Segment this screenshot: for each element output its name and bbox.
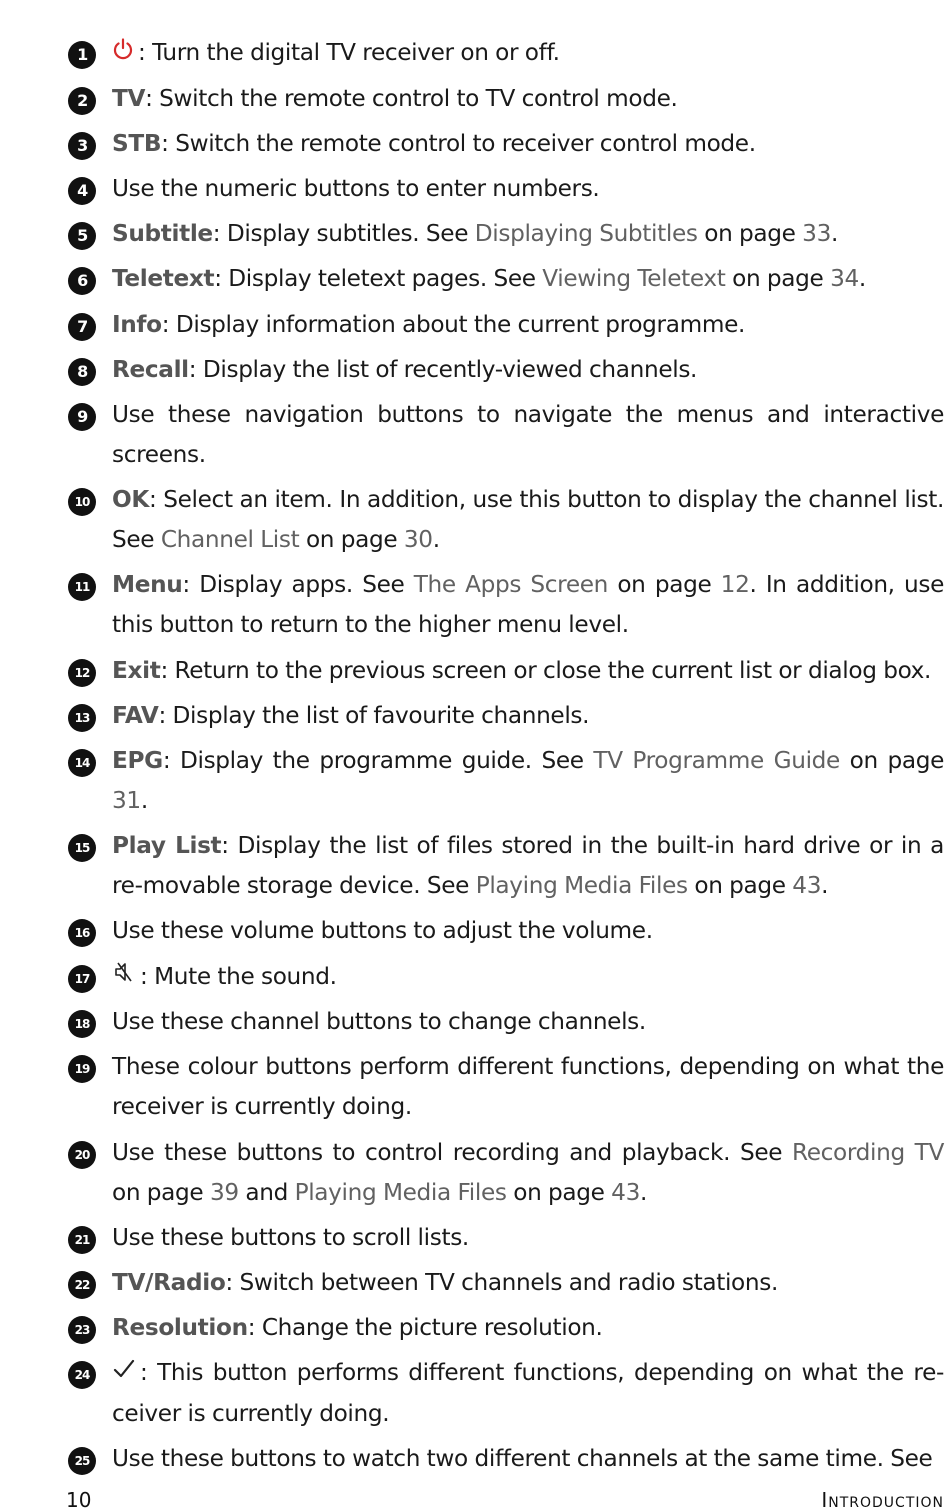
cross-reference-link[interactable]: Recording TV xyxy=(792,1138,944,1166)
button-name: Info xyxy=(112,310,162,338)
cross-reference-link[interactable]: Channel List xyxy=(160,526,300,554)
item-description xyxy=(112,124,944,164)
page-reference-link[interactable]: 43 xyxy=(792,872,822,900)
description-text: . xyxy=(830,220,839,248)
legend-item xyxy=(68,1133,944,1213)
item-number-badge: 16 xyxy=(68,919,96,947)
description-text: on page xyxy=(608,571,721,599)
page-number: 10 xyxy=(66,1488,92,1512)
item-number-badge: 2 xyxy=(68,87,96,115)
cross-reference-link[interactable]: Playing Media Files xyxy=(294,1178,507,1206)
description-text: on page xyxy=(687,872,793,900)
item-description xyxy=(112,1439,944,1479)
description-text: : Display teletext pages. See xyxy=(214,265,543,293)
item-number-badge: 22 xyxy=(68,1271,96,1299)
item-number-badge: 7 xyxy=(68,313,96,341)
item-description xyxy=(112,214,944,254)
description-text: : Return to the previous screen or close the current list or dialog box. xyxy=(160,656,932,684)
item-number-badge: 20 xyxy=(68,1141,96,1169)
description-text: : Display the list of recently-viewed channels. xyxy=(188,355,698,383)
item-number-badge: 6 xyxy=(68,267,96,295)
checkmark-icon xyxy=(112,1354,136,1394)
legend-item xyxy=(68,1353,944,1434)
page-reference-link[interactable]: 31 xyxy=(112,786,141,814)
description-text: . xyxy=(858,265,866,293)
description-text: : Display the list of favourite channels. xyxy=(158,701,590,729)
description-text: Use these buttons to watch two different channels at the same time. See xyxy=(112,1445,933,1472)
legend-item xyxy=(68,957,944,998)
description-text: Use these channel buttons to change channels. xyxy=(112,1008,646,1036)
button-name: Play List xyxy=(112,832,222,860)
legend-item xyxy=(68,696,944,736)
item-description xyxy=(112,1133,944,1213)
mute-icon xyxy=(112,957,136,997)
description-text: Use these buttons to scroll lists. xyxy=(112,1223,469,1251)
description-text: . xyxy=(432,526,440,554)
button-name: STB xyxy=(112,129,162,157)
item-description xyxy=(112,696,944,736)
cross-reference-link[interactable]: The Apps Screen xyxy=(413,571,609,599)
item-number-badge: 19 xyxy=(68,1055,96,1083)
description-text: : Display information about the current programme. xyxy=(161,310,746,338)
item-number-badge: 4 xyxy=(68,177,96,205)
item-description xyxy=(112,169,944,209)
description-text: on page xyxy=(697,220,803,248)
item-description xyxy=(112,305,944,345)
legend-item xyxy=(68,1002,944,1042)
page-reference-link[interactable]: 43 xyxy=(611,1178,640,1206)
item-number-badge: 11 xyxy=(68,573,96,601)
description-text: : Display subtitles. See xyxy=(212,220,475,248)
item-number-badge: 23 xyxy=(68,1316,96,1344)
button-name: Recall xyxy=(112,355,189,383)
legend-item xyxy=(68,565,944,645)
page-reference-link[interactable]: 34 xyxy=(830,265,859,293)
item-description xyxy=(112,911,944,951)
legend-item xyxy=(68,1439,944,1479)
item-number-badge: 5 xyxy=(68,222,96,250)
description-text: : Turn the digital TV receiver on or off. xyxy=(138,39,560,66)
item-number-badge: 25 xyxy=(68,1447,96,1475)
page-reference-link[interactable]: 33 xyxy=(802,220,831,248)
cross-reference-link[interactable]: TV Programme Guide xyxy=(593,746,840,774)
button-name: TV xyxy=(112,84,146,112)
button-name: Menu xyxy=(112,571,183,599)
cross-reference-link[interactable]: Displaying Subtitles xyxy=(474,220,698,248)
button-name: Teletext xyxy=(112,265,215,293)
description-text: : Display apps. See xyxy=(182,571,414,599)
description-text: on page xyxy=(112,1178,210,1206)
item-number-badge: 15 xyxy=(68,834,96,862)
legend-item xyxy=(68,395,944,475)
legend-item xyxy=(68,480,944,560)
item-description xyxy=(112,826,944,906)
description-text: : Mute the sound. xyxy=(140,962,337,990)
item-number-badge: 3 xyxy=(68,132,96,160)
description-text: These colour buttons perform different functions, depending on what the receiver is currently doing. xyxy=(112,1053,944,1121)
item-description xyxy=(112,1263,944,1303)
description-text: on page xyxy=(725,265,831,293)
item-number-badge: 24 xyxy=(68,1361,96,1389)
description-text: Use the numeric buttons to enter numbers. xyxy=(112,175,600,203)
description-text: : This button performs different functions, depending on what the re-ceiver is currently doing. xyxy=(112,1359,944,1427)
page-reference-link[interactable]: 12 xyxy=(720,571,750,599)
item-number-badge: 10 xyxy=(68,488,96,516)
button-name: TV/Radio xyxy=(112,1268,226,1296)
button-name: EPG xyxy=(112,746,163,774)
description-text: : Change the picture resolution. xyxy=(247,1314,603,1342)
cross-reference-link[interactable]: Viewing Teletext xyxy=(542,265,726,293)
legend-item xyxy=(68,911,944,951)
legend-item xyxy=(68,350,944,390)
description-text: : Display the list of files stored in the built-in hard drive or in a re-movable storage device. See xyxy=(112,832,944,900)
legend-item xyxy=(68,214,944,254)
item-description xyxy=(112,1308,944,1348)
legend-item xyxy=(68,651,944,691)
item-description xyxy=(112,350,944,390)
legend-item xyxy=(68,259,944,299)
legend-item xyxy=(68,826,944,906)
button-name: FAV xyxy=(112,701,159,729)
item-number-badge: 13 xyxy=(68,704,96,732)
description-text: on page xyxy=(506,1178,612,1206)
button-name: Subtitle xyxy=(112,220,213,248)
legend-item xyxy=(68,305,944,345)
item-number-badge: 9 xyxy=(68,403,96,431)
legend-item xyxy=(68,79,944,119)
item-description xyxy=(112,259,944,299)
item-number-badge: 8 xyxy=(68,358,96,386)
section-title: Introduction xyxy=(821,1488,944,1512)
description-text: : Switch the remote control to TV control mode. xyxy=(145,84,678,112)
item-description xyxy=(112,1353,944,1434)
description-text: . xyxy=(140,786,148,814)
legend-item xyxy=(68,741,944,821)
legend-item xyxy=(68,1263,944,1303)
item-number-badge: 14 xyxy=(68,749,96,777)
item-number-badge: 1 xyxy=(68,41,96,69)
item-description xyxy=(112,480,944,560)
button-name: Resolution xyxy=(112,1314,248,1342)
page-reference-link[interactable]: 30 xyxy=(403,526,433,554)
item-description xyxy=(112,957,944,998)
item-description xyxy=(112,79,944,119)
item-description xyxy=(112,395,944,475)
description-text: and xyxy=(238,1178,295,1206)
description-text: . In addition, use this button to return to the higher menu level. xyxy=(112,571,945,639)
legend-item xyxy=(68,1218,944,1258)
description-text: on page xyxy=(839,746,945,774)
description-text: : Switch the remote control to receiver control mode. xyxy=(161,129,756,157)
button-name: OK xyxy=(112,486,149,514)
description-text: . xyxy=(639,1178,648,1206)
item-description xyxy=(112,33,944,74)
item-number-badge: 17 xyxy=(68,965,96,993)
cross-reference-link[interactable]: Playing Media Files xyxy=(475,872,688,900)
legend-item xyxy=(68,169,944,209)
item-description xyxy=(112,741,944,821)
description-text: Use these buttons to control recording and playback. See xyxy=(112,1138,792,1166)
power-icon xyxy=(112,34,134,74)
description-text: : Switch between TV channels and radio stations. xyxy=(225,1268,778,1296)
description-text: . xyxy=(821,872,829,900)
description-text: Use these volume buttons to adjust the volume. xyxy=(112,917,653,945)
legend-item xyxy=(68,33,944,74)
item-description xyxy=(112,1047,944,1127)
page-reference-link[interactable]: 39 xyxy=(209,1178,239,1206)
item-number-badge: 12 xyxy=(68,659,96,687)
description-text: Use these navigation buttons to navigate the menus and interactive screens. xyxy=(112,401,944,468)
remote-control-legend-list xyxy=(68,33,944,1484)
description-text: : Display the programme guide. See xyxy=(162,746,594,774)
item-description xyxy=(112,651,944,691)
item-description xyxy=(112,565,944,645)
description-text: on page xyxy=(299,526,404,554)
item-description xyxy=(112,1002,944,1042)
legend-item xyxy=(68,124,944,164)
item-number-badge: 21 xyxy=(68,1226,96,1254)
item-number-badge: 18 xyxy=(68,1010,96,1038)
item-description xyxy=(112,1218,944,1258)
legend-item xyxy=(68,1047,944,1127)
button-name: Exit xyxy=(112,656,161,684)
description-text: : Select an item. In addition, use this button to display the channel list. See xyxy=(112,486,944,554)
legend-item xyxy=(68,1308,944,1348)
